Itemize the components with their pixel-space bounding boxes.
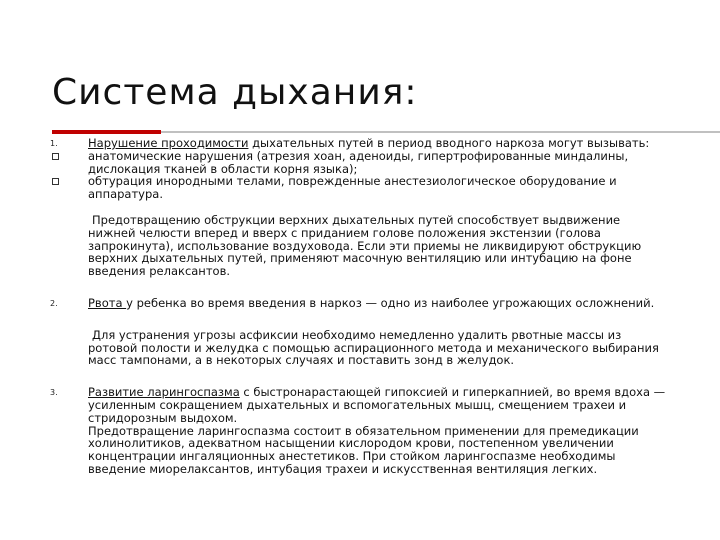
bullet-item [50, 175, 670, 201]
hyperlink-airway-obstruction[interactable]: Нарушение проходимости [88, 136, 249, 150]
list-number: 2. [50, 298, 58, 308]
paragraph [50, 425, 670, 476]
square-bullet-icon [52, 178, 59, 185]
list-item-text: с быстронарастающей гипоксией и гиперкапнией, во время вдоха — усиленным сокращением дыхательных и вспомогательных мышц, смещением трахеи и стридорозным выдохом. [88, 385, 666, 425]
bullet-item [50, 150, 670, 176]
hyperlink-laryngospasm[interactable]: Развитие ларингоспазма [88, 385, 240, 400]
slide-title: Система дыхания: [52, 72, 418, 113]
bullet-text: анатомические нарушения (атрезия хоан, аденоиды, гипертрофированные миндалины, дислокация тканей в области корня языка); [88, 148, 629, 176]
square-bullet-icon [52, 153, 59, 160]
list-number: 3. [50, 388, 58, 398]
list-item-text: дыхательных путей в период вводного наркоза могут вызывать: [248, 136, 650, 150]
paragraph-text: Для устранения угрозы асфиксии необходимо немедленно удалить рвотные массы из ротовой полости и желудка с помощью аспирационного метода и механического выбирания масс тампонами, а в некоторых случаях и поставить зонд в желудок. [88, 327, 659, 368]
list-item-text: у ребенка во время введения в наркоз — одно из наиболее угрожающих осложнений. [126, 295, 655, 310]
list-item-2 [50, 297, 670, 310]
paragraph-text: Предотвращение ларингоспазма состоит в обязательном применении для премедикации холинолитиков, адекватном насыщении кислородом крови, постепенном увеличении концентрации ингаляционных анестетиков. При стойком ларингоспазме необходимы введение миорелаксантов, интубация трахеи и искусственная вентиляция легких. [88, 423, 639, 476]
list-number: 1. [50, 139, 58, 148]
bullet-text: обтурация инородными телами, поврежденные анестезиологическое оборудование и аппаратура. [88, 174, 617, 202]
slide-body [50, 137, 670, 476]
paragraph [50, 214, 670, 278]
title-accent-bar [52, 130, 161, 134]
paragraph-text: Предотвращению обструкции верхних дыхательных путей способствует выдвижение нижней челюсти вперед и вверх с приданием голове положения экстензии (голова запрокинута), использование воздуховода. Если эти приемы не ликвидируют обструкцию верхних дыхательных путей, применяют масочную вентиляцию или интубацию на фоне введения релаксантов. [88, 212, 642, 279]
paragraph [50, 329, 670, 367]
list-item-3 [50, 386, 670, 424]
hyperlink-vomiting[interactable]: Рвота [88, 295, 127, 310]
